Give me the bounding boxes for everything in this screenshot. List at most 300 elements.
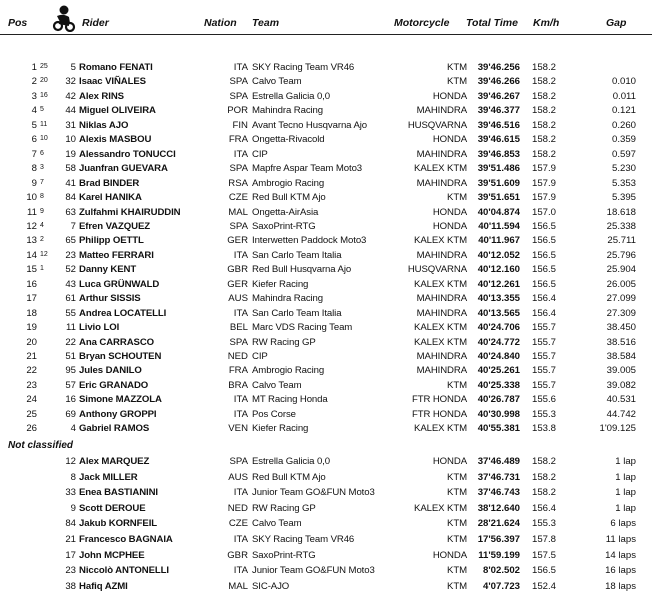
nation: NED — [227, 502, 248, 514]
gap: 6 laps — [610, 518, 636, 530]
rider-number: 51 — [65, 351, 76, 362]
gap: 16 laps — [605, 565, 636, 577]
nation: FIN — [232, 119, 248, 131]
table-row — [0, 423, 652, 434]
rider-number: 58 — [65, 163, 76, 175]
total-time: 39'46.267 — [477, 90, 520, 102]
table-row — [0, 322, 652, 333]
team-name: SaxoPrint-RTG — [252, 220, 316, 232]
team-name: SaxoPrint-RTG — [252, 549, 316, 561]
grid-position: 1 — [40, 265, 44, 273]
team-name: Ambrogio Racing — [252, 365, 325, 377]
table-row — [0, 62, 652, 73]
team-name: RW Racing GP — [252, 336, 316, 348]
gap: 25.904 — [606, 264, 636, 276]
table-row — [0, 178, 652, 189]
rider-number: 84 — [65, 192, 76, 204]
rider-number: 31 — [65, 119, 76, 131]
gap: 38.450 — [606, 322, 636, 334]
nation: GBR — [227, 264, 248, 276]
rider-number: 52 — [65, 264, 76, 276]
speed-kmh: 158.2 — [531, 134, 556, 146]
total-time: 11'59.199 — [478, 549, 520, 561]
gap: 39.005 — [606, 365, 636, 377]
speed-kmh: 158.2 — [531, 471, 556, 483]
rider-number: 12 — [65, 456, 76, 467]
total-time: 39'46.266 — [477, 76, 520, 88]
nation: CZE — [228, 518, 248, 530]
rider-number: 43 — [65, 278, 76, 290]
rider-number: 32 — [65, 76, 76, 88]
header-rider: Rider — [82, 17, 109, 29]
motorcycle: KTM — [447, 518, 467, 530]
total-time: 40'25.261 — [477, 365, 520, 377]
rider-number: 11 — [66, 322, 76, 334]
rider-name: Jakub KORNFEIL — [79, 518, 158, 530]
total-time: 40'55.381 — [477, 423, 520, 435]
rider-number: 23 — [65, 565, 76, 577]
speed-kmh: 157.9 — [531, 192, 556, 204]
speed-kmh: 156.4 — [531, 502, 556, 514]
gap: 1 lap — [615, 456, 636, 467]
table-row — [0, 207, 652, 218]
rider-name: Francesco BAGNAIA — [79, 534, 173, 545]
total-time: 40'12.052 — [477, 249, 520, 261]
table-row — [0, 192, 652, 203]
rider-name: Arthur SISSIS — [79, 293, 141, 305]
total-time: 40'24.772 — [477, 336, 520, 348]
nation: ITA — [233, 307, 248, 319]
total-time: 39'46.516 — [477, 119, 520, 131]
speed-kmh: 158.2 — [531, 487, 556, 499]
rider-name: Enea BASTIANINI — [79, 487, 158, 499]
rider-name: Miguel OLIVEIRA — [79, 105, 156, 117]
nation: VEN — [228, 423, 248, 435]
table-row — [0, 337, 652, 348]
nation: GER — [227, 235, 248, 247]
rider-name: Hafiq AZMI — [79, 580, 128, 592]
nation: GBR — [227, 549, 248, 561]
header-team: Team — [252, 17, 280, 29]
rider-name: Luca GRÜNWALD — [79, 278, 160, 290]
team-name: Kiefer Racing — [252, 423, 309, 435]
position: 25 — [26, 408, 37, 420]
position: 10 — [26, 192, 37, 204]
grid-position: 9 — [40, 207, 44, 215]
nation: ITA — [233, 408, 248, 420]
team-name: CIP — [252, 351, 268, 362]
motorcycle: HONDA — [432, 134, 467, 146]
grid-position: 11 — [40, 120, 48, 128]
rider-name: Isaac VIÑALES — [79, 76, 146, 88]
table-row — [0, 264, 652, 275]
team-name: SKY Racing Team VR46 — [252, 62, 355, 73]
rider-number: 69 — [65, 408, 76, 420]
nation: RSA — [228, 177, 248, 189]
position: 20 — [26, 336, 37, 348]
gap: 0.010 — [611, 76, 636, 88]
motorcycle: HONDA — [432, 549, 467, 561]
rider-number: 84 — [65, 518, 76, 530]
gap: 44.742 — [606, 408, 636, 420]
total-time: 37'46.743 — [477, 487, 520, 499]
motorcycle: KTM — [447, 471, 467, 483]
nation: CZE — [228, 192, 248, 204]
nation: ITA — [233, 62, 248, 73]
motorcycle: HONDA — [432, 206, 467, 218]
speed-kmh: 155.7 — [531, 365, 556, 377]
gap: 18 laps — [605, 580, 636, 592]
team-name: CIP — [252, 148, 268, 160]
motorcycle: KALEX KTM — [414, 502, 467, 514]
gap: 39.082 — [606, 379, 636, 391]
table-row — [0, 120, 652, 131]
rider-number: 10 — [65, 134, 76, 146]
nation: ITA — [233, 148, 248, 160]
rider-name: Ana CARRASCO — [79, 336, 155, 348]
speed-kmh: 155.3 — [531, 518, 556, 530]
position: 21 — [26, 351, 37, 362]
total-time: 40'04.874 — [477, 206, 520, 218]
team-name: Calvo Team — [252, 76, 302, 88]
team-name: Avant Tecno Husqvarna Ajo — [252, 119, 368, 131]
team-name: Mahindra Racing — [252, 105, 324, 117]
rider-name: Livio LOI — [79, 322, 120, 334]
motorcycle: MAHINDRA — [416, 177, 467, 189]
team-name: Estrella Galicia 0,0 — [252, 90, 330, 102]
grid-position: 16 — [40, 91, 48, 99]
header-pos: Pos — [8, 17, 28, 29]
table-row — [0, 472, 652, 483]
table-row — [0, 565, 652, 576]
speed-kmh: 156.5 — [531, 278, 556, 290]
nation: BRA — [228, 379, 248, 391]
motorcycle: KTM — [447, 76, 467, 88]
grid-position: 2 — [40, 236, 44, 244]
gap: 40.531 — [606, 394, 636, 406]
gap: 1 lap — [615, 487, 636, 499]
nation: SPA — [229, 163, 248, 175]
motorcycle: MAHINDRA — [416, 249, 467, 261]
team-name: Junior Team GO&FUN Moto3 — [252, 487, 375, 499]
nation: SPA — [229, 90, 248, 102]
team-name: Ongetta-Rivacold — [252, 134, 325, 146]
rider-number: 38 — [65, 580, 76, 592]
gap: 1 lap — [615, 502, 636, 514]
grid-position: 10 — [40, 135, 48, 143]
team-name: Interwetten Paddock Moto3 — [252, 235, 367, 247]
table-row — [0, 456, 652, 467]
table-row — [0, 250, 652, 261]
motorcycle: HUSQVARNA — [407, 119, 467, 131]
rider-name: Jack MILLER — [79, 471, 138, 483]
speed-kmh: 155.7 — [531, 351, 556, 362]
table-row — [0, 518, 652, 529]
motorcycle: HONDA — [432, 90, 467, 102]
header-gap: Gap — [606, 17, 627, 29]
total-time: 8'02.502 — [483, 565, 520, 577]
motorcycle: HONDA — [432, 220, 467, 232]
speed-kmh: 156.5 — [531, 249, 556, 261]
total-time: 28'21.624 — [477, 518, 520, 530]
table-row — [0, 235, 652, 246]
team-name: Kiefer Racing — [252, 278, 309, 290]
nation: FRA — [228, 134, 248, 146]
motorcycle-rider-icon — [50, 4, 76, 32]
rider-name: Simone MAZZOLA — [79, 394, 162, 406]
total-time: 39'46.853 — [477, 148, 520, 160]
table-row — [0, 365, 652, 376]
team-name: Ambrogio Racing — [252, 177, 325, 189]
rider-number: 95 — [65, 365, 76, 377]
speed-kmh: 156.5 — [531, 264, 556, 276]
grid-position: 7 — [40, 178, 44, 186]
nation: SPA — [229, 76, 248, 88]
table-row — [0, 380, 652, 391]
position: 1 — [31, 62, 37, 73]
motorcycle: KTM — [447, 565, 467, 577]
speed-kmh: 156.4 — [531, 293, 556, 305]
total-time: 38'12.640 — [477, 502, 520, 514]
gap: 0.359 — [611, 134, 636, 146]
team-name: RW Racing GP — [252, 502, 316, 514]
total-time: 40'30.998 — [477, 408, 520, 420]
motorcycle: KTM — [447, 534, 467, 545]
rider-name: Scott DEROUE — [79, 502, 146, 514]
grid-position: 3 — [40, 164, 44, 172]
position: 18 — [26, 307, 37, 319]
motorcycle: KALEX KTM — [414, 163, 467, 175]
rider-number: 9 — [70, 502, 76, 514]
rider-number: 57 — [65, 379, 76, 391]
gap: 38.516 — [606, 336, 636, 348]
speed-kmh: 155.7 — [531, 379, 556, 391]
rider-name: Anthony GROPPI — [79, 408, 157, 420]
gap: 0.121 — [611, 105, 636, 117]
total-time: 40'12.160 — [477, 264, 520, 276]
gap: 5.230 — [611, 163, 636, 175]
motorcycle: MAHINDRA — [416, 105, 467, 117]
gap: 14 laps — [605, 549, 636, 561]
position: 13 — [26, 235, 37, 247]
table-row — [0, 105, 652, 116]
position: 23 — [26, 379, 37, 391]
position: 16 — [26, 278, 37, 290]
total-time: 39'51.609 — [477, 177, 520, 189]
rider-number: 16 — [65, 394, 76, 406]
table-row — [0, 394, 652, 405]
team-name: Junior Team GO&FUN Moto3 — [252, 565, 375, 577]
gap: 5.395 — [611, 192, 636, 204]
position: 19 — [26, 322, 37, 334]
motorcycle: KTM — [447, 580, 467, 592]
rider-number: 44 — [65, 105, 76, 117]
total-time: 40'11.594 — [478, 220, 520, 232]
position: 15 — [26, 264, 37, 276]
team-name: Red Bull KTM Ajo — [252, 471, 326, 483]
rider-name: Romano FENATI — [79, 62, 153, 73]
team-name: Ongetta-AirAsia — [252, 206, 319, 218]
rider-number: 7 — [70, 220, 76, 232]
table-row — [0, 409, 652, 420]
motorcycle: KALEX KTM — [414, 235, 467, 247]
table-row — [0, 581, 652, 592]
gap: 5.353 — [611, 177, 636, 189]
rider-number: 17 — [65, 549, 76, 561]
speed-kmh: 158.2 — [531, 456, 556, 467]
rider-name: Alessandro TONUCCI — [79, 148, 176, 160]
gap: 1'09.125 — [599, 423, 636, 435]
position: 9 — [31, 177, 37, 189]
table-row — [0, 163, 652, 174]
motorcycle: KALEX KTM — [414, 336, 467, 348]
rider-name: Zulfahmi KHAIRUDDIN — [79, 206, 181, 218]
total-time: 40'24.706 — [477, 322, 520, 334]
not-classified-heading: Not classified — [8, 440, 74, 451]
motorcycle: KTM — [447, 192, 467, 204]
rider-name: Alexis MASBOU — [79, 134, 152, 146]
speed-kmh: 158.2 — [531, 62, 556, 73]
speed-kmh: 155.7 — [531, 322, 556, 334]
position: 7 — [31, 148, 37, 160]
rider-number: 22 — [65, 336, 76, 348]
nation: MAL — [228, 206, 248, 218]
rider-name: Efren VAZQUEZ — [79, 220, 151, 232]
table-row — [0, 134, 652, 145]
gap: 25.711 — [607, 235, 636, 247]
total-time: 39'46.256 — [477, 62, 520, 73]
rider-name: Juanfran GUEVARA — [79, 163, 168, 175]
motorcycle: MAHINDRA — [416, 351, 467, 362]
results-header — [0, 4, 652, 35]
table-row — [0, 221, 652, 232]
grid-position: 12 — [40, 250, 48, 258]
nation: AUS — [228, 471, 248, 483]
rider-name: Matteo FERRARI — [79, 249, 154, 261]
rider-number: 55 — [65, 307, 76, 319]
motorcycle: MAHINDRA — [416, 293, 467, 305]
rider-number: 4 — [70, 423, 76, 435]
team-name: Red Bull Husqvarna Ajo — [252, 264, 352, 276]
motorcycle: MAHINDRA — [416, 307, 467, 319]
rider-name: Jules DANILO — [79, 365, 142, 377]
nation: POR — [227, 105, 248, 117]
total-time: 39'46.615 — [477, 134, 520, 146]
gap: 11 laps — [605, 534, 636, 545]
header-motorcycle: Motorcycle — [394, 17, 450, 29]
total-time: 40'11.967 — [478, 235, 520, 247]
team-name: Red Bull KTM Ajo — [252, 192, 326, 204]
grid-position: 4 — [40, 221, 44, 229]
rider-number: 63 — [65, 206, 76, 218]
gap: 25.796 — [606, 249, 636, 261]
table-row — [0, 550, 652, 561]
speed-kmh: 158.2 — [531, 119, 556, 131]
rider-number: 21 — [65, 534, 76, 545]
motorcycle: KALEX KTM — [414, 322, 467, 334]
team-name: Estrella Galicia 0,0 — [252, 456, 330, 467]
team-name: San Carlo Team Italia — [252, 249, 342, 261]
header-total-time: Total Time — [466, 17, 518, 29]
speed-kmh: 157.9 — [531, 177, 556, 189]
gap: 1 lap — [615, 471, 636, 483]
nation: BEL — [229, 322, 248, 334]
gap: 0.260 — [611, 119, 636, 131]
total-time: 40'13.565 — [477, 307, 520, 319]
rider-name: Bryan SCHOUTEN — [79, 351, 162, 362]
team-name: Calvo Team — [252, 518, 302, 530]
grid-position: 5 — [40, 106, 44, 114]
position: 12 — [26, 220, 37, 232]
total-time: 40'13.355 — [477, 293, 520, 305]
position: 2 — [31, 76, 37, 88]
table-row — [0, 534, 652, 545]
rider-number: 41 — [65, 177, 76, 189]
gap: 38.584 — [606, 351, 636, 362]
nation: ITA — [233, 534, 248, 545]
rider-name: Brad BINDER — [79, 177, 140, 189]
rider-name: Niccolò ANTONELLI — [79, 565, 169, 577]
nation: GER — [227, 278, 248, 290]
gap: 0.597 — [611, 148, 636, 160]
total-time: 17'56.397 — [477, 534, 520, 545]
rider-name: Philipp OETTL — [79, 235, 144, 247]
total-time: 39'51.486 — [477, 163, 520, 175]
rider-number: 23 — [65, 249, 76, 261]
nation: FRA — [228, 365, 248, 377]
motorcycle: MAHINDRA — [416, 148, 467, 160]
team-name: SKY Racing Team VR46 — [252, 534, 355, 545]
speed-kmh: 157.0 — [531, 206, 556, 218]
header-nation: Nation — [204, 17, 237, 29]
total-time: 40'25.338 — [477, 379, 520, 391]
nation: AUS — [228, 293, 248, 305]
team-name: Mahindra Racing — [252, 293, 324, 305]
rider-name: Karel HANIKA — [79, 192, 142, 204]
nation: SPA — [229, 220, 248, 232]
team-name: San Carlo Team Italia — [252, 307, 342, 319]
total-time: 39'46.377 — [477, 105, 520, 117]
speed-kmh: 158.2 — [531, 76, 556, 88]
gap: 26.005 — [606, 278, 636, 290]
gap: 27.099 — [606, 293, 636, 305]
team-name: Mapfre Aspar Team Moto3 — [252, 163, 363, 175]
rider-name: Alex RINS — [79, 90, 124, 102]
nation: ITA — [233, 565, 248, 577]
grid-position: 6 — [40, 149, 44, 157]
speed-kmh: 155.7 — [531, 336, 556, 348]
table-row — [0, 293, 652, 304]
rider-number: 42 — [65, 90, 76, 102]
table-row — [0, 279, 652, 290]
grid-position: 20 — [40, 77, 48, 85]
rider-number: 65 — [65, 235, 76, 247]
position: 6 — [31, 134, 37, 146]
gap: 25.338 — [606, 220, 636, 232]
gap: 27.309 — [606, 307, 636, 319]
speed-kmh: 158.2 — [531, 105, 556, 117]
total-time: 37'46.731 — [477, 471, 520, 483]
rider-name: Danny KENT — [79, 264, 137, 276]
total-time: 40'24.840 — [477, 351, 520, 362]
gap: 0.011 — [612, 90, 636, 102]
nation: ITA — [233, 249, 248, 261]
speed-kmh: 152.4 — [531, 580, 556, 592]
motorcycle: MAHINDRA — [416, 365, 467, 377]
table-row — [0, 91, 652, 102]
motorcycle: KTM — [447, 487, 467, 499]
position: 26 — [26, 423, 37, 435]
